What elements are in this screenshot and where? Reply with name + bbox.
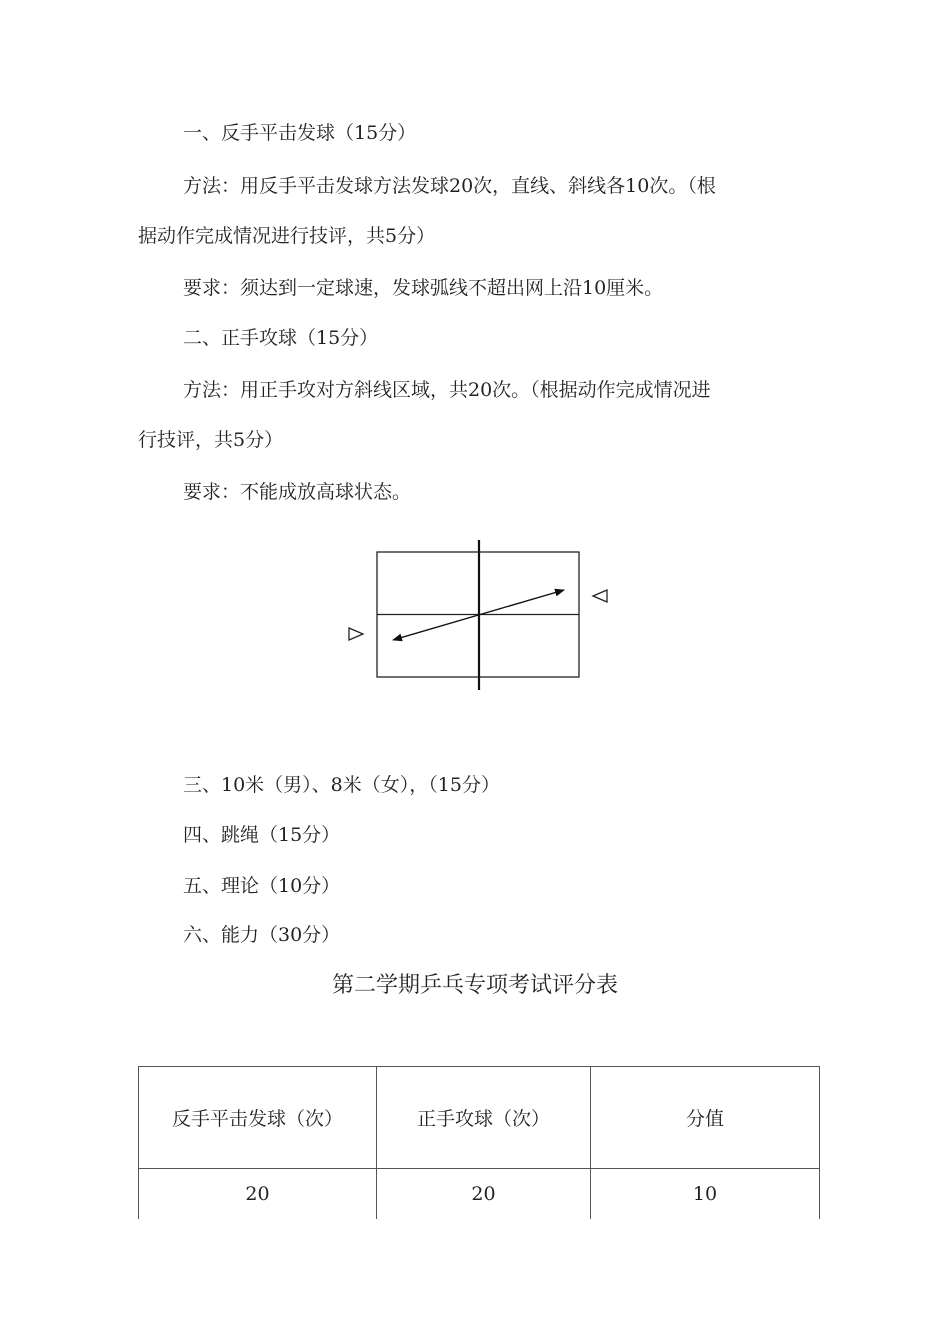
section-2-method-line-1: 方法：用正手攻对方斜线区域，共20次。（根据动作完成情况进 [183,379,711,401]
table-header-row [139,1067,820,1169]
section-2-method-line-2: 行技评，共5分） [138,429,284,451]
table-title: 第二学期乒乓专项考试评分表 [331,973,618,998]
table-cell: 20 [139,1169,377,1220]
table-cell: 10 [591,1169,820,1220]
column-header-score: 分值 [591,1067,820,1169]
section-6-heading: 六、能力（30分） [183,924,341,946]
column-header-forehand-attack: 正手攻球（次） [377,1067,591,1169]
section-2-heading: 二、正手攻球（15分） [183,327,379,349]
table-cell: 20 [377,1169,591,1220]
column-header-backhand-serve: 反手平击发球（次） [139,1067,377,1169]
section-3-heading: 三、10米（男）、8米（女），（15分） [183,774,500,796]
section-1-method-line-1: 方法：用反手平击发球方法发球20次，直线、斜线各10次。（根 [183,175,716,197]
section-1-requirement: 要求：须达到一定球速，发球弧线不超出网上沿10厘米。 [183,277,664,299]
player-right-triangle-icon [593,590,607,602]
section-2-requirement: 要求：不能成放高球状态。 [183,481,412,503]
score-table [138,1066,820,1219]
table-tennis-court-diagram [340,538,620,698]
table-row [139,1169,820,1220]
section-5-heading: 五、理论（10分） [183,875,341,897]
section-4-heading: 四、跳绳（15分） [183,824,341,846]
player-left-triangle-icon [349,628,363,640]
section-1-method-line-2: 据动作完成情况进行技评，共5分） [138,225,436,247]
section-1-heading: 一、反手平击发球（15分） [183,122,417,144]
